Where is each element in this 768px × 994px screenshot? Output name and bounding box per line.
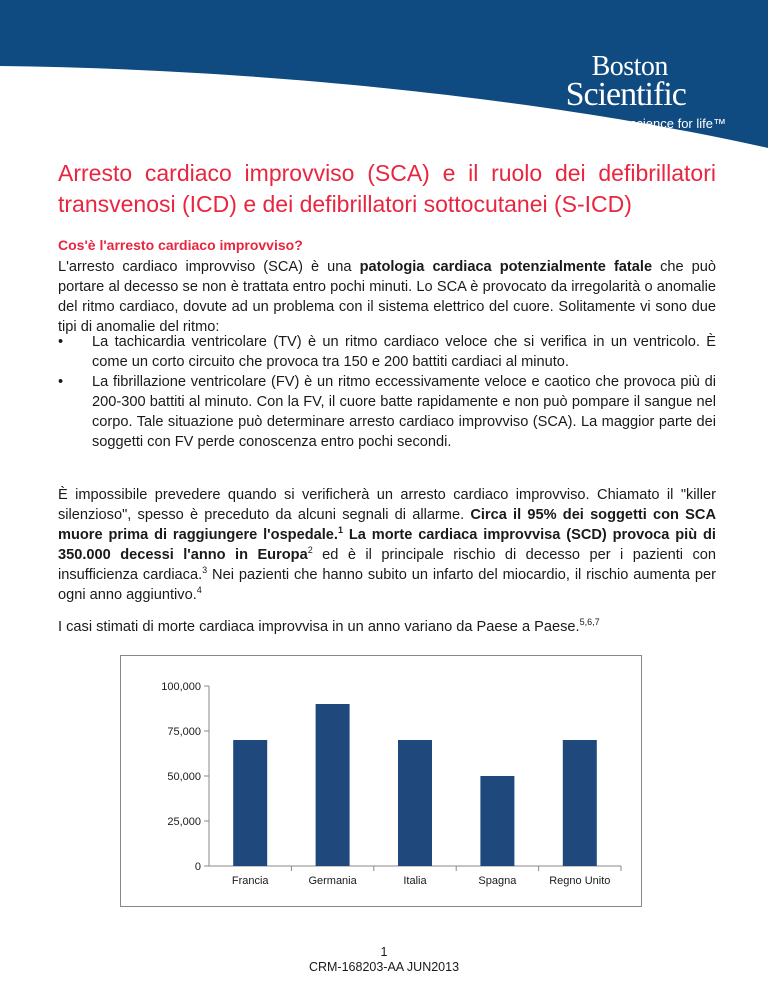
logo-line-2: Scientific	[565, 76, 686, 113]
document-code: CRM-168203-AA JUN2013	[308, 960, 460, 974]
x-tick-label: Francia	[231, 875, 269, 887]
y-tick-label: 100,000	[161, 681, 201, 693]
x-tick-label: Germania	[308, 875, 357, 887]
chart-intro-paragraph	[58, 617, 716, 637]
footnote-ref-5-7: 5,6,7	[579, 617, 600, 628]
section-heading: Cos'è l'arresto cardiaco improvviso?	[58, 237, 303, 253]
risk-text-1: È impossibile prevedere quando si verificherà un arresto cardiaco improvviso. Chiamato il "killer silenzioso", spesso è preceduto da alcuni segnali di allarme.	[58, 487, 716, 523]
intro-bold-1: patologia cardiaca potenzialmente fatale	[359, 259, 653, 275]
bullet-vf: • La fibrillazione ventricolare (FV) è un ritmo eccessivamente veloce e caotico che provoca più di 200-300 battiti al minuto. Con la FV, il cuore batte rapidamente e non può pompare il sangue nel corpo. Tale situazione può determinare arresto cardiaco improvviso (SCA). La maggior parte dei soggetti con FV perde conoscenza entro pochi secondi.	[58, 372, 716, 452]
chart-intro-text: I casi stimati di morte cardiaca improvvisa in un anno variano da Paese a Paese.	[58, 619, 580, 635]
bar-italia	[398, 740, 432, 866]
y-tick-label: 50,000	[167, 771, 201, 783]
risk-bold-2: La morte cardiaca improvvisa (SCD) provoca più di 350.000 decessi l'anno in Europa	[58, 527, 716, 563]
document-title: Arresto cardiaco improvviso (SCA) e il ruolo dei defibrillatori transvenosi (ICD) e dei defibrillatori sottocutanei (S-ICD)	[58, 160, 716, 217]
bar-spagna	[480, 776, 514, 866]
scd-by-country-chart	[120, 655, 642, 907]
x-tick-label: Spagna	[478, 875, 517, 887]
y-tick-label: 25,000	[167, 816, 201, 828]
footnote-ref-3: 3	[202, 565, 208, 576]
bar-francia	[233, 740, 267, 866]
boston-scientific-logo	[565, 51, 726, 131]
y-tick-label: 75,000	[167, 726, 201, 738]
y-tick-label: 0	[194, 861, 201, 873]
footnote-ref-2: 2	[307, 545, 313, 556]
header-banner	[0, 0, 768, 148]
bar-germania	[316, 704, 350, 866]
risk-text-3: Nei pazienti che hanno subito un infarto del miocardio, il rischio aumenta per ogni anno aggiuntivo.	[58, 567, 716, 603]
risk-bold-1: Circa il 95% dei soggetti con SCA muore prima di raggiungere l'ospedale.	[58, 507, 716, 543]
risk-text-2: ed è il principale rischio di decesso per i pazienti con insufficienza cardiaca.	[58, 547, 716, 583]
logo-tagline: Advancing science for life™	[565, 116, 726, 131]
intro-paragraph	[58, 257, 716, 337]
x-tick-label: Italia	[403, 875, 427, 887]
bullet-vt: • La tachicardia ventricolare (TV) è un ritmo cardiaco veloce che si verifica in un ventricolo. È come un corto circuito che provoca tra 150 e 200 battiti cardiaci al minuto.	[58, 332, 716, 372]
rhythm-types-list	[58, 332, 716, 452]
intro-text-2: che può portare al decesso se non è trattata entro pochi minuti. Lo SCA è provocato da irregolarità o anomalie del ritmo cardiaco, dovute ad un problema con il sistema elettrico del cuore. Solitamente vi sono due tipi di anomalie del ritmo:	[58, 259, 717, 335]
intro-text-1: L'arresto cardiaco improvviso (SCA) è una	[58, 259, 360, 275]
x-tick-label: Regno Unito	[549, 875, 611, 887]
risk-paragraph	[58, 485, 716, 605]
page-number: 1	[380, 945, 388, 959]
chart-svg	[121, 656, 641, 906]
logo-line-1: Boston	[591, 51, 668, 82]
footnote-ref-4: 4	[196, 585, 202, 596]
footnote-ref-1: 1	[337, 525, 343, 536]
bar-regno-unito	[563, 740, 597, 866]
